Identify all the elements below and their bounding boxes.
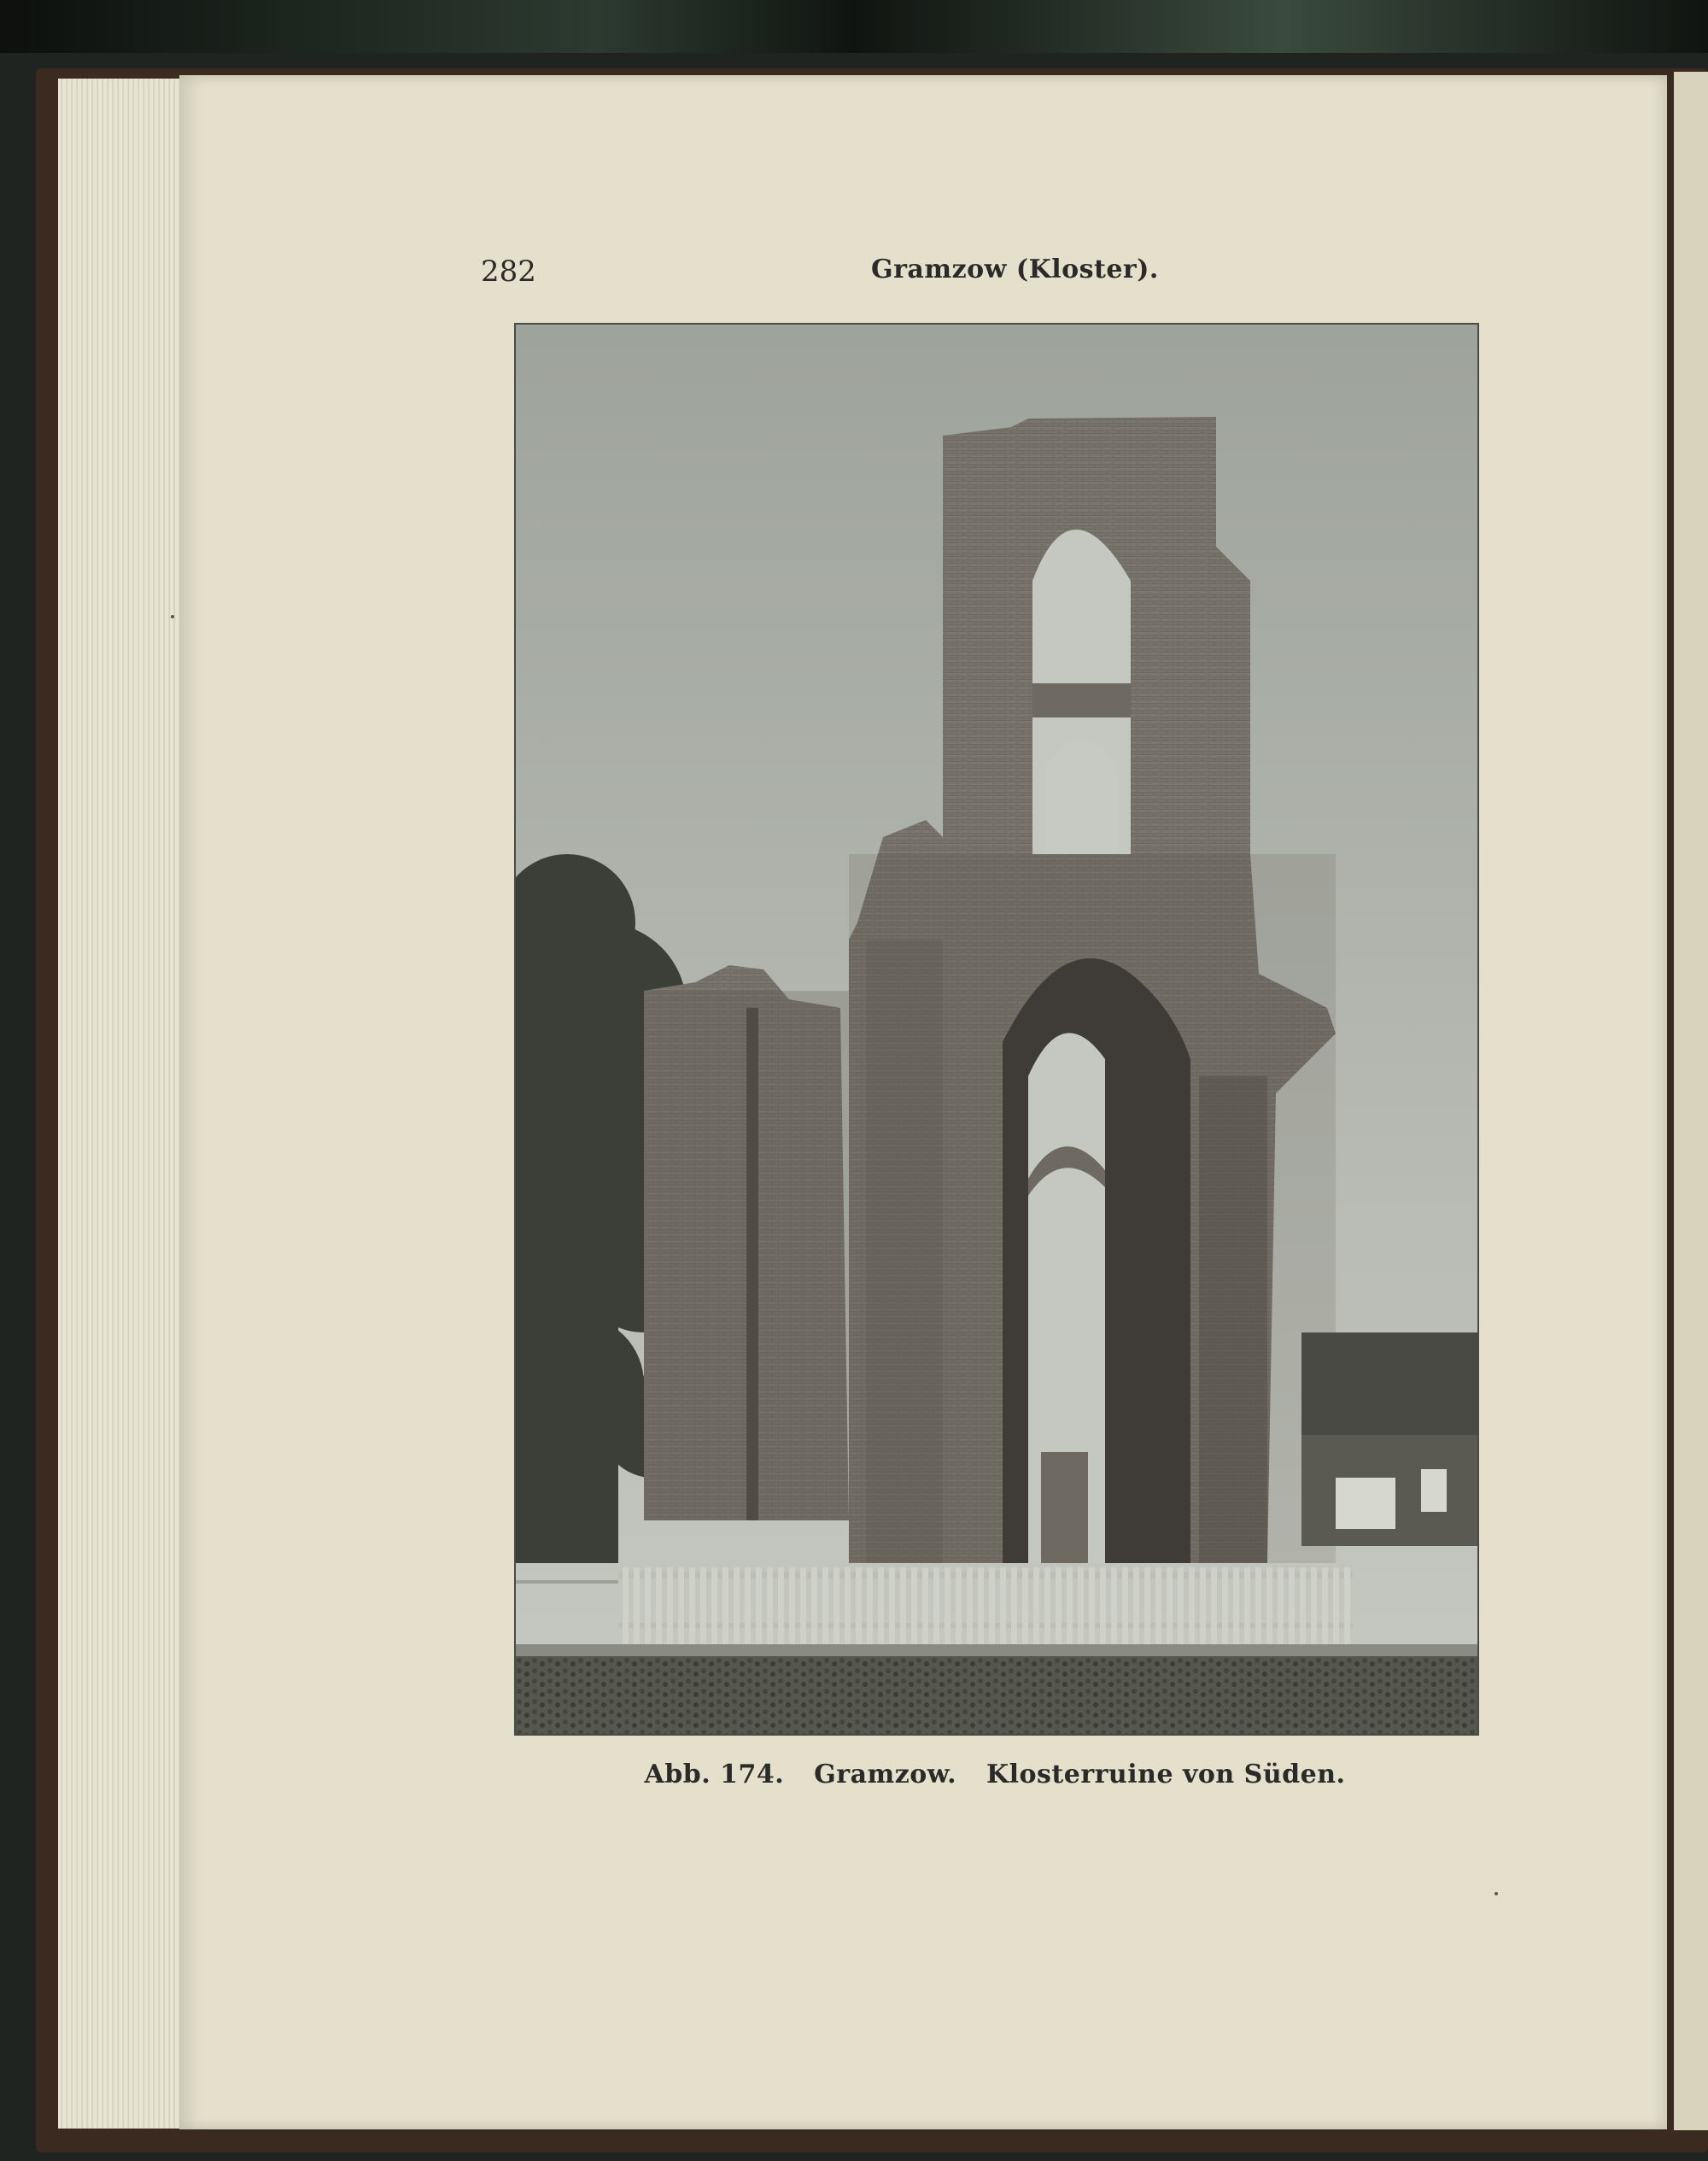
fence-picket <box>700 1567 706 1644</box>
paper-speck <box>171 615 174 618</box>
fence-picket <box>1311 1567 1317 1644</box>
fence-picket <box>734 1567 740 1644</box>
fence-picket <box>911 1567 917 1644</box>
fence-picket <box>1011 1567 1017 1644</box>
background-strip <box>0 0 1708 53</box>
fence-picket <box>889 1567 895 1644</box>
fence-picket <box>978 1567 984 1644</box>
fence-picket <box>834 1567 839 1644</box>
fence-picket <box>645 1567 651 1644</box>
fence-picket <box>745 1567 751 1644</box>
fence-picket <box>722 1567 728 1644</box>
fence-picket <box>1111 1567 1117 1644</box>
paper-speck <box>1494 1892 1498 1895</box>
fence-picket <box>1289 1567 1295 1644</box>
fence-picket <box>1133 1567 1139 1644</box>
figure-caption <box>512 1760 1477 1789</box>
fence-picket <box>1333 1567 1339 1644</box>
fence-picket <box>945 1567 951 1644</box>
fence-picket <box>1100 1567 1106 1644</box>
fence-picket <box>1255 1567 1261 1644</box>
fence-picket <box>822 1567 828 1644</box>
fence-picket <box>678 1567 684 1644</box>
fence-picket <box>856 1567 862 1644</box>
page-edges <box>58 79 195 2129</box>
fence-picket <box>1122 1567 1128 1644</box>
figure-place: Gramzow. <box>814 1760 957 1789</box>
shed <box>1301 1332 1477 1546</box>
page-number: 282 <box>481 255 536 289</box>
fence-picket <box>956 1567 962 1644</box>
figure-label: Abb. 174. <box>644 1760 785 1789</box>
fence-picket <box>878 1567 884 1644</box>
right-page-edge <box>1667 72 1708 2130</box>
figure-title: Klosterruine von Süden. <box>986 1760 1346 1789</box>
fence-picket <box>811 1567 817 1644</box>
fence-picket <box>656 1567 662 1644</box>
fence-picket <box>767 1567 773 1644</box>
fence-picket <box>1000 1567 1006 1644</box>
fence-picket <box>1056 1567 1062 1644</box>
fence-picket <box>1155 1567 1161 1644</box>
fence-picket <box>789 1567 795 1644</box>
fence-picket <box>800 1567 806 1644</box>
fence-picket <box>634 1567 640 1644</box>
fence-picket <box>1266 1567 1272 1644</box>
fence-picket <box>1200 1567 1206 1644</box>
fence-picket <box>1167 1567 1173 1644</box>
fence-picket <box>689 1567 695 1644</box>
fence-picket <box>1067 1567 1073 1644</box>
fence-picket <box>711 1567 717 1644</box>
fence-picket <box>1178 1567 1184 1644</box>
left-pier <box>644 965 849 1520</box>
fence-picket <box>1344 1567 1350 1644</box>
fence-picket <box>1300 1567 1306 1644</box>
foreground-grass <box>516 1653 1477 1734</box>
running-head: Gramzow (Kloster). <box>871 255 1159 284</box>
fence-picket <box>778 1567 784 1644</box>
figure-photograph <box>514 323 1479 1736</box>
fence-picket <box>1089 1567 1095 1644</box>
fence-picket <box>1244 1567 1250 1644</box>
fence-picket <box>1033 1567 1039 1644</box>
fence-picket <box>1078 1567 1084 1644</box>
fence-picket <box>1022 1567 1028 1644</box>
fence-picket <box>967 1567 973 1644</box>
fence-picket <box>1044 1567 1050 1644</box>
fence-picket <box>623 1567 629 1644</box>
fence-picket <box>1189 1567 1195 1644</box>
fence-picket <box>867 1567 873 1644</box>
fence-picket <box>1322 1567 1328 1644</box>
fence-picket <box>922 1567 928 1644</box>
fence-picket <box>1278 1567 1284 1644</box>
fence-picket <box>1211 1567 1217 1644</box>
fence-picket <box>1144 1567 1150 1644</box>
fence-picket <box>933 1567 939 1644</box>
fence-picket <box>900 1567 906 1644</box>
ruin-photo-illustration <box>516 325 1477 1734</box>
fence-picket <box>667 1567 673 1644</box>
fence-picket <box>756 1567 762 1644</box>
fence-picket <box>1222 1567 1228 1644</box>
fence-picket <box>845 1567 851 1644</box>
fence-picket <box>989 1567 995 1644</box>
fence-picket <box>1233 1567 1239 1644</box>
